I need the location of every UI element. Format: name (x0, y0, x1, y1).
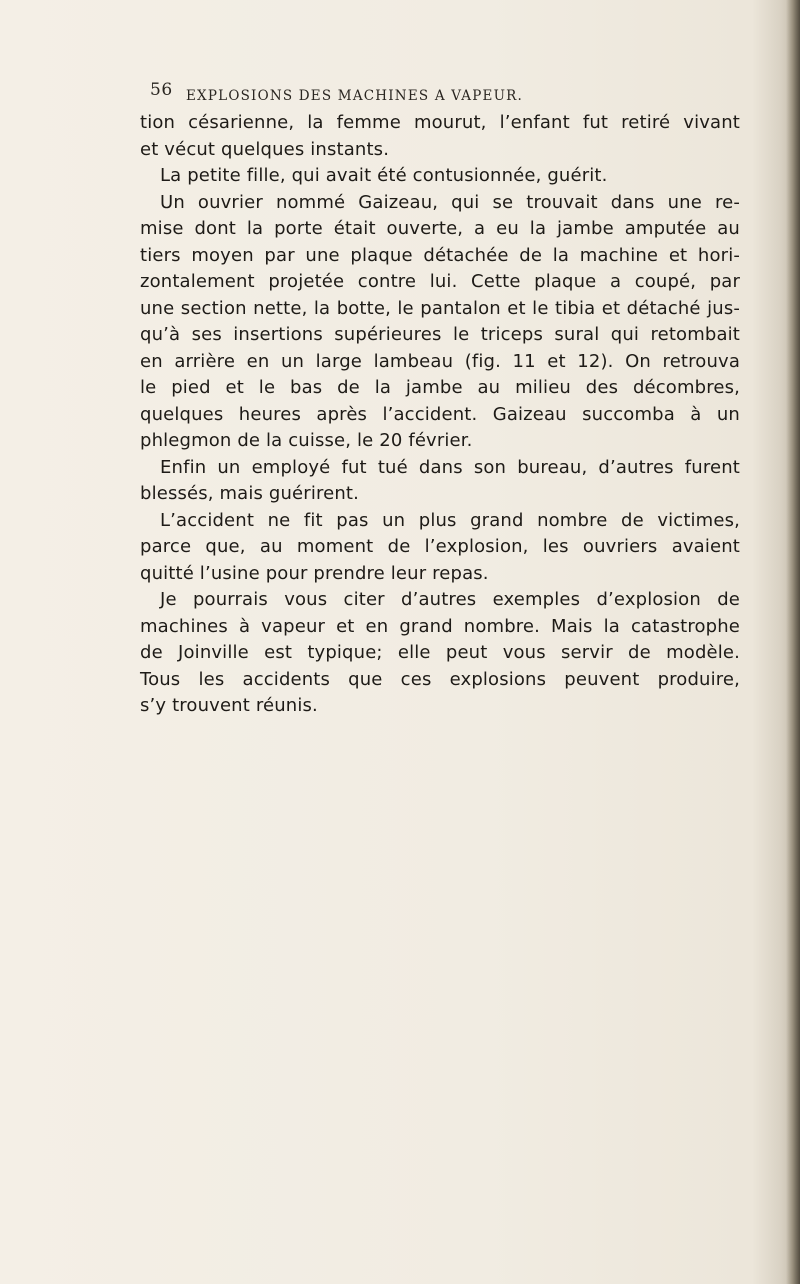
text-line: mise dont la porte était ouverte, a eu la jambe amputée au (140, 218, 740, 239)
text-line: quitté l’usine pour prendre leur repas. (140, 562, 489, 584)
text-line: parce que, au moment de l’explosion, les ouvriers avaient (140, 536, 740, 557)
page-gutter-shadow (786, 0, 800, 1284)
text-line: tion césarienne, la femme mourut, l’enfant fut retiré vivant (140, 112, 740, 133)
text-line: le pied et le bas de la jambe au milieu des décombres, (140, 377, 740, 398)
paragraph-line: L’accident ne fit pas un plus grand nombre de victimes, (160, 509, 740, 531)
paragraph-line: Je pourrais vous citer d’autres exemples d’explosion de (160, 589, 740, 610)
text-line: quelques heures après l’accident. Gaizeau succomba à un (140, 403, 740, 425)
text-line: en arrière en un large lambeau (fig. 11 et 12). On retrouva (140, 350, 740, 372)
text-line: qu’à ses insertions supérieures le triceps sural qui retombait (140, 324, 740, 345)
text-line: de Joinville est typique; elle peut vous servir de modèle. (140, 642, 740, 663)
text-line: phlegmon de la cuisse, le 20 février. (140, 430, 473, 451)
text-line: machines à vapeur et en grand nombre. Mais la catastrophe (140, 615, 740, 637)
body-text (140, 110, 740, 720)
text-line: Tous les accidents que ces explosions peuvent produire, (140, 668, 740, 690)
text-line: zontalement projetée contre lui. Cette plaque a coupé, par (140, 271, 740, 292)
page-number: 56 (150, 80, 173, 100)
page-header (150, 80, 670, 110)
paragraph-line: Un ouvrier nommé Gaizeau, qui se trouvait dans une re- (160, 191, 740, 213)
paragraph-line: La petite fille, qui avait été contusionnée, guérit. (160, 165, 608, 186)
text-line: et vécut quelques instants. (140, 138, 390, 160)
running-title: EXPLOSIONS DES MACHINES A VAPEUR. (186, 88, 524, 104)
text-line: blessés, mais guérirent. (140, 483, 359, 504)
text-line: s’y trouvent réunis. (140, 695, 318, 716)
text-line: tiers moyen par une plaque détachée de la machine et hori- (140, 244, 740, 266)
text-line: une section nette, la botte, le pantalon et le tibia et détaché jus- (140, 297, 740, 319)
paragraph-line: Enfin un employé fut tué dans son bureau, d’autres furent (160, 456, 740, 478)
